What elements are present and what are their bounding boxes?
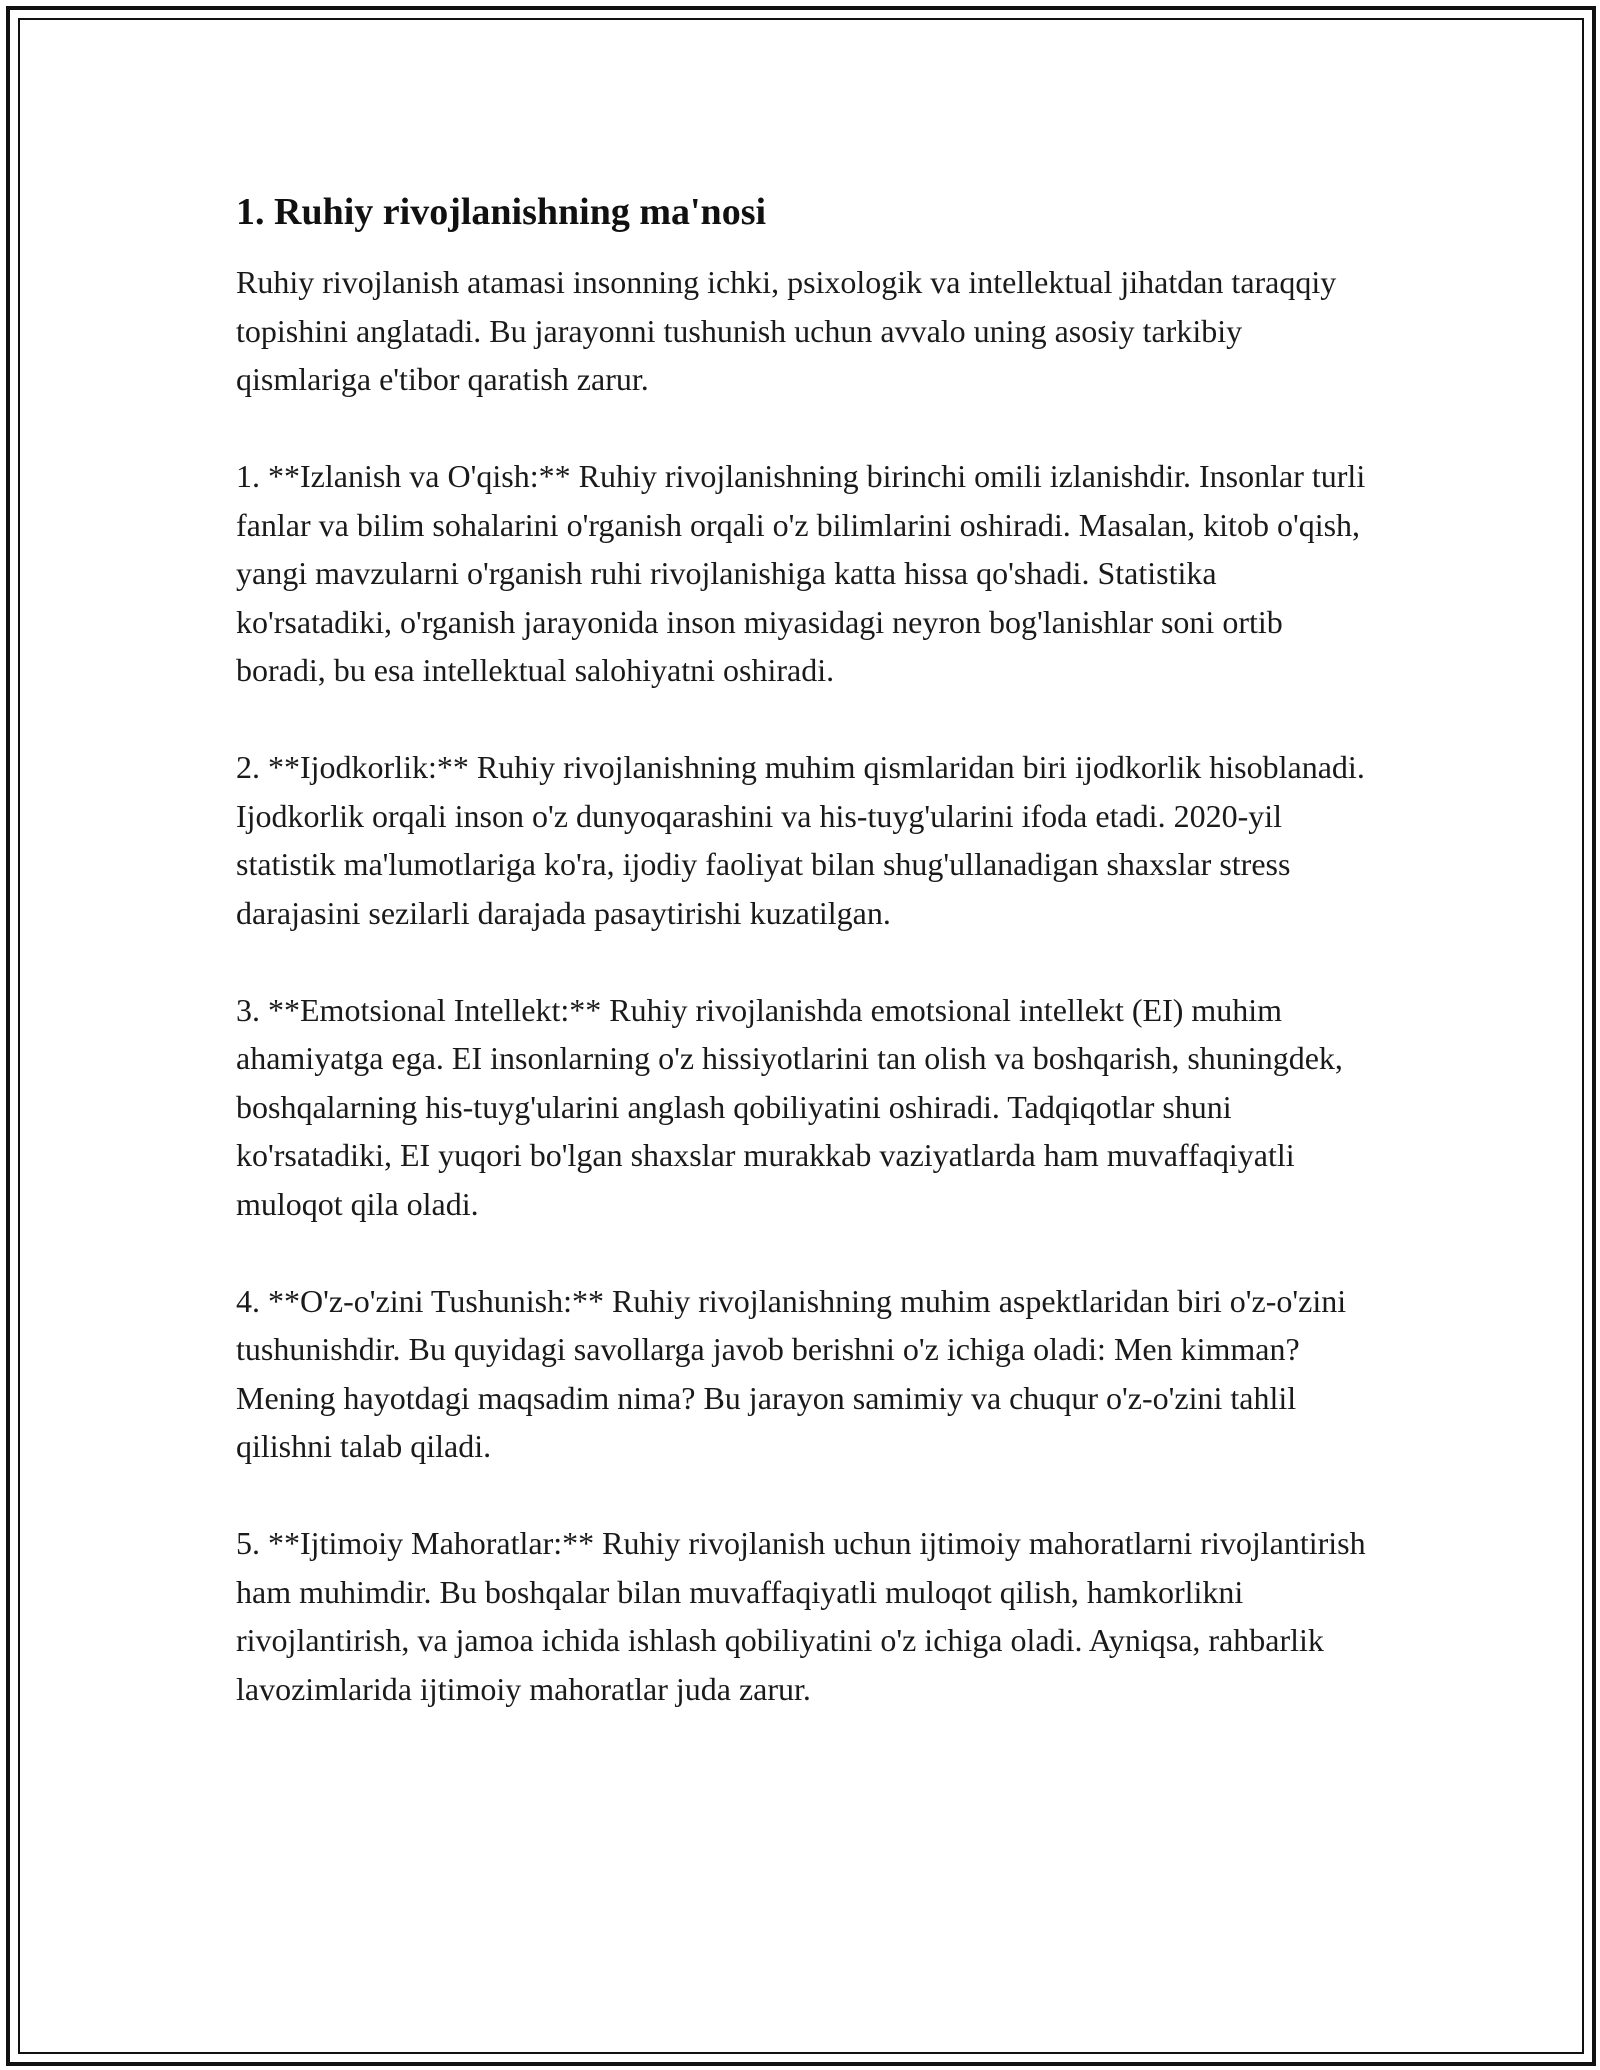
page-title: 1. Ruhiy rivojlanishning ma'nosi: [236, 191, 767, 233]
list-item-ijtimoiy-mahoratlar: 5. **Ijtimoiy Mahoratlar:** Ruhiy rivojlanish uchun ijtimoiy mahoratlarni rivojlantirish ham muhimdir. Bu boshqalar bilan muvaffaqiyatli muloqot qilish, hamkorlikni rivojlantirish, va jamoa ichida ishlash qobiliyatini o'z ichiga oladi. Ayniqsa, rahbarlik lavozimlarida ijtimoiy mahoratlar juda zarur.: [236, 1525, 1366, 1707]
intro-paragraph: Ruhiy rivojlanish atamasi insonning ichki, psixologik va intellektual jihatdan taraqqiy topishini anglatadi. Bu jarayonni tushunish uchun avvalo uning asosiy tarkibiy qismlariga e'tibor qaratish zarur.: [236, 264, 1337, 397]
list-item-ijodkorlik: 2. **Ijodkorlik:** Ruhiy rivojlanishning muhim qismlaridan biri ijodkorlik hisoblanadi. Ijodkorlik orqali inson o'z dunyoqarashini va his-tuyg'ularini ifoda etadi. 2020-yil statistik ma'lumotlariga ko'ra, ijodiy faoliyat bilan shug'ullanadigan shaxslar stress darajasini sezilarli darajada pasaytirishi kuzatilgan.: [236, 749, 1365, 931]
list-item-izlanish: 1. **Izlanish va O'qish:** Ruhiy rivojlanishning birinchi omili izlanishdir. Insonlar turli fanlar va bilim sohalarini o'rganish orqali o'z bilimlarini oshiradi. Masalan, kitob o'qish, yangi mavzularni o'rganish ruhi rivojlanishiga katta hissa qo'shadi. Statistika ko'rsatadiki, o'rganish jarayonida inson miyasidagi neyron bog'lanishlar soni ortib boradi, bu esa intellektual salohiyatni oshiradi.: [236, 458, 1366, 688]
list-item-oz-ozini-tushunish: 4. **O'z-o'zini Tushunish:** Ruhiy rivojlanishning muhim aspektlaridan biri o'z-o'zini tushunishdir. Bu quyidagi savollarga javob berishni o'z ichiga oladi: Men kimman? Mening hayotdagi maqsadim nima? Bu jarayon samimiy va chuqur o'z-o'zini tahlil qilishni talab qiladi.: [236, 1282, 1347, 1464]
document-body: [236, 186, 1376, 1713]
list-item-emotsional-intellekt: 3. **Emotsional Intellekt:** Ruhiy rivojlanishda emotsional intellekt (EI) muhim ahamiyatga ega. EI insonlarning o'z hissiyotlarini tan olish va boshqarish, shuningdek, boshqalarning his-tuyg'ularini anglash qobiliyatini oshiradi. Tadqiqotlar shuni ko'rsatadiki, EI yuqori bo'lgan shaxslar murakkab vaziyatlarda ham muvaffaqiyatli muloqot qila oladi.: [236, 991, 1343, 1222]
